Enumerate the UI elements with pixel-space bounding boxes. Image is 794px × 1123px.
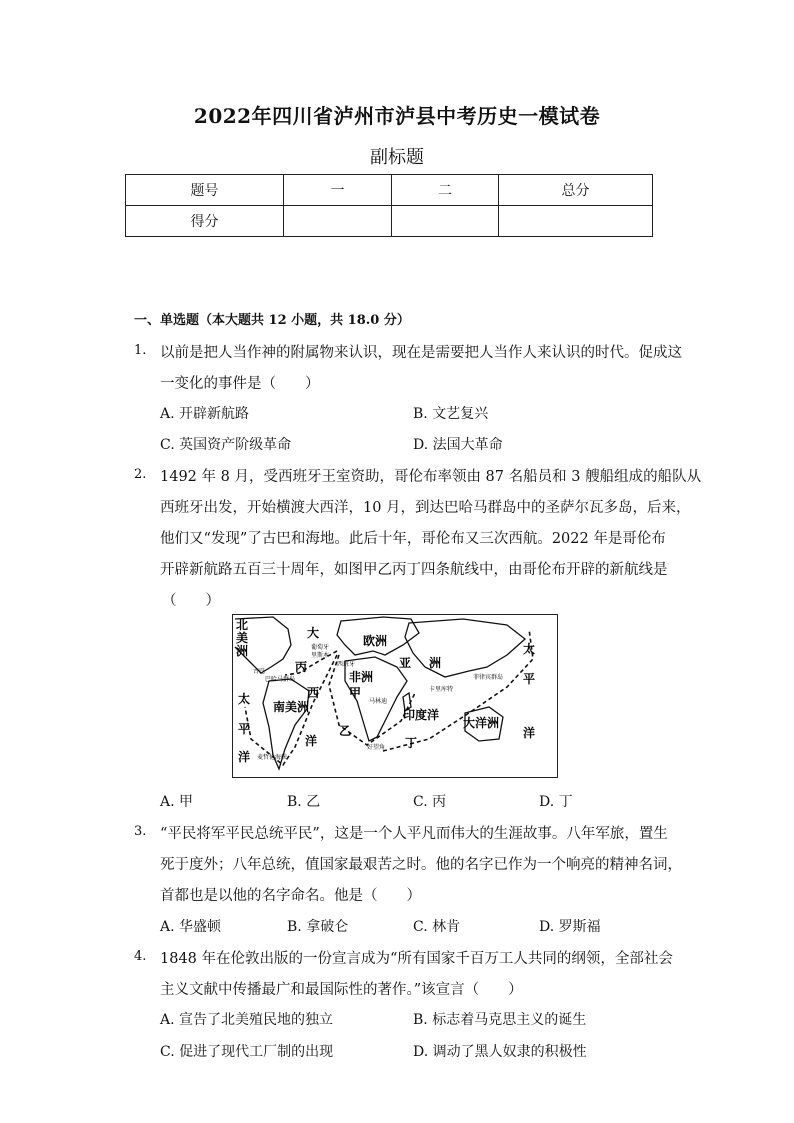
option-d[interactable]: D. 丁	[539, 794, 573, 810]
table-cell: 二	[392, 175, 499, 206]
question-number: 3.	[134, 824, 147, 839]
question-number: 1.	[134, 343, 147, 358]
map-label: 洲	[236, 644, 249, 658]
map-label: 美	[236, 631, 249, 645]
question-text: 一变化的事件是（ ）	[160, 376, 320, 392]
map-label: 亚	[399, 656, 412, 670]
map-label: 巴哈马群岛	[265, 676, 296, 683]
option-a[interactable]: A. 宣告了北美殖民地的独立	[160, 1012, 334, 1028]
map-label: 大洋洲	[463, 716, 500, 730]
route-label-bing: 丙	[295, 660, 308, 674]
question-text: 西班牙出发，开始横渡大西洋，10 月，到达巴哈马群岛中的圣萨尔瓦多岛，后来，	[160, 500, 691, 516]
question-text: 他们又“发现”了古巴和海地。此后十年，哥伦布又三次西航。2022 年是哥伦布	[160, 531, 666, 547]
map-label: 菲律宾群岛	[473, 674, 504, 681]
option-d[interactable]: D. 罗斯福	[539, 919, 601, 935]
question-text: 主义文献中传播最广和最国际性的著作。”该宣言（ ）	[160, 982, 523, 998]
page-title: 2022年四川省泸州市泸县中考历史一模试卷	[193, 104, 601, 128]
table-cell: 总分	[499, 175, 653, 206]
question-number: 4.	[134, 949, 147, 964]
map-label: 平	[523, 672, 536, 686]
map-label: 洋	[238, 750, 251, 764]
table-cell: 一	[284, 175, 392, 206]
route-label-ding: 丁	[405, 736, 418, 750]
map-label: 太	[238, 692, 251, 706]
map-label: 麦哲伦海峡	[257, 754, 288, 761]
question-number: 2.	[134, 467, 147, 482]
option-b[interactable]: B. 标志着马克思主义的诞生	[413, 1012, 587, 1028]
table-row	[126, 175, 653, 206]
table-row	[126, 206, 653, 237]
question-text: 死于度外；八年总统，值国家最艰苦之时。他的名字已作为一个响亮的精神名词，	[160, 857, 682, 873]
option-c[interactable]: C. 林肯	[413, 919, 461, 935]
question-text: 1492 年 8 月，受西班牙王室资助，哥伦布率领由 87 名船员和 3 艘船组成的船队从	[160, 469, 702, 485]
map-label: 洲	[429, 656, 442, 670]
option-b[interactable]: B. 乙	[287, 794, 321, 810]
option-a[interactable]: A. 开辟新航路	[160, 406, 250, 422]
option-d[interactable]: D. 法国大革命	[413, 437, 503, 453]
page-subtitle: 副标题	[370, 147, 424, 168]
route-ding-line	[383, 629, 536, 751]
map-label: 南美洲	[273, 700, 310, 714]
question-text: “平民将军平民总统平民”，这是一个人平凡而伟大的生涯故事。八年军旅，置生	[160, 826, 668, 842]
option-a[interactable]: A. 华盛顿	[160, 919, 222, 935]
option-c[interactable]: C. 英国资产阶级革命	[160, 437, 292, 453]
map-label: 马林迪	[369, 698, 388, 705]
route-label-yi: 乙	[339, 724, 352, 738]
map-label: 西	[307, 686, 320, 700]
map-label: 印度洋	[403, 708, 440, 722]
score-cell-total[interactable]	[499, 206, 653, 237]
map-label: 洋	[305, 734, 318, 748]
section-heading: 一、单选题（本大题共 12 小题，共 18.0 分）	[134, 313, 410, 328]
question-text: （ ）	[162, 593, 220, 609]
asia-outline	[405, 619, 525, 677]
score-cell-2[interactable]	[392, 206, 499, 237]
map-label: 欧洲	[363, 634, 388, 648]
map-label: 里斯本	[311, 652, 330, 659]
option-d[interactable]: D. 调动了黑人奴隶的积极性	[413, 1044, 587, 1060]
map-label: 平	[238, 722, 251, 736]
option-b[interactable]: B. 拿破仑	[287, 919, 349, 935]
option-a[interactable]: A. 甲	[160, 794, 194, 810]
option-c[interactable]: C. 丙	[413, 794, 447, 810]
voyage-routes-map	[232, 614, 558, 778]
map-label: 西班牙	[337, 661, 356, 668]
route-label-jia: 甲	[349, 686, 362, 700]
question-text: 1848 年在伦敦出版的一份宣言成为“所有国家千百万工人共同的纲领，全部社会	[160, 951, 673, 967]
option-c[interactable]: C. 促进了现代工厂制的出现	[160, 1044, 334, 1060]
map-label: 大	[307, 626, 320, 640]
map-label: 太	[523, 642, 536, 656]
table-cell: 得分	[126, 206, 284, 237]
question-text: 首都也是以他的名字命名。他是（ ）	[160, 888, 421, 904]
map-label: 葡萄牙	[311, 644, 330, 651]
score-table	[125, 174, 653, 237]
map-label: 非洲	[349, 670, 374, 684]
map-label: 古巴	[253, 668, 266, 675]
question-text: 开辟新航路五百三十周年，如图甲乙丙丁四条航线中，由哥伦布开辟的新航线是	[160, 562, 668, 578]
map-label: 卡里库特	[429, 686, 454, 693]
map-label: 洋	[523, 726, 536, 740]
score-cell-1[interactable]	[284, 206, 392, 237]
option-b[interactable]: B. 文艺复兴	[413, 406, 489, 422]
map-label: 好望角	[367, 744, 386, 751]
map-label: 北	[236, 618, 249, 632]
question-text: 以前是把人当作神的附属物来认识，现在是需要把人当作人来认识的时代。促成这	[160, 345, 682, 361]
table-cell: 题号	[126, 175, 284, 206]
